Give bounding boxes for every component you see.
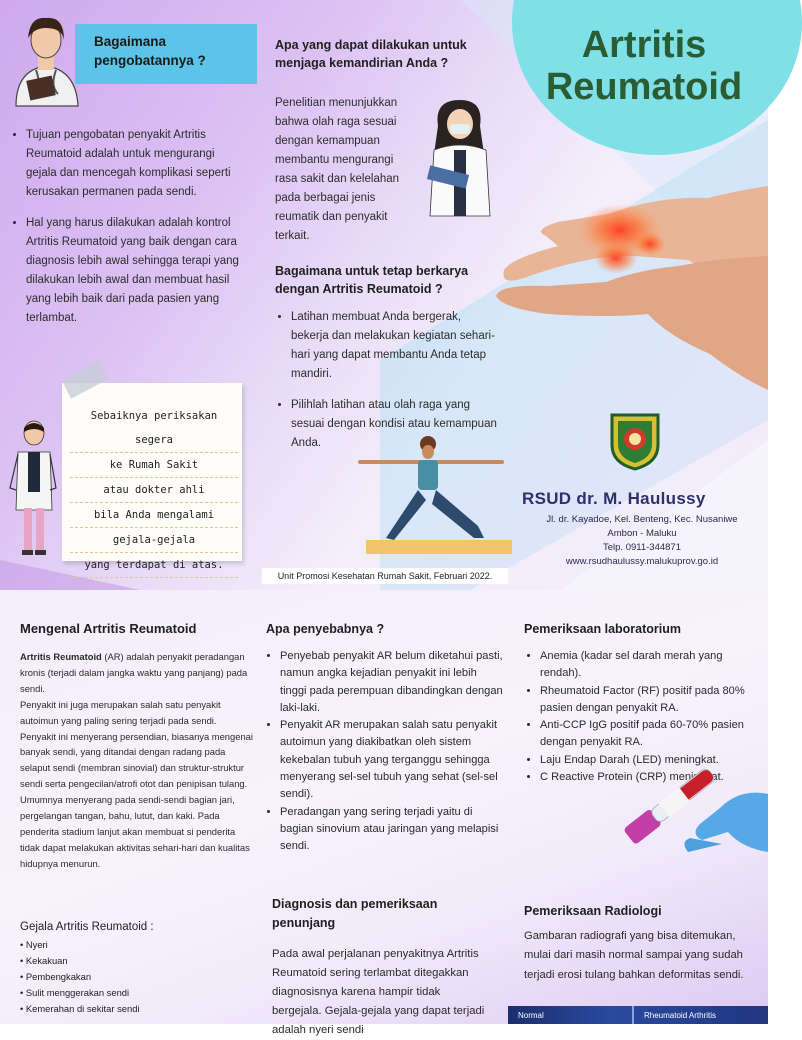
intro-heading: Mengenal Artritis Reumatoid: [20, 621, 197, 636]
cause-bullet-3: • Peradangan yang sering terjadi yaitu di bagian sinovium atau jaringan yang melapisi sendi.: [280, 804, 504, 856]
hospital-address-2: Ambon - Maluku: [607, 528, 677, 539]
work-heading: Bagaimana untuk tetap berkarya dengan Artritis Reumatoid ?: [275, 264, 469, 296]
treatment-list: [8, 126, 246, 340]
lab-bullet-4: • Laju Endap Darah (LED) meningkat.: [540, 752, 754, 769]
xray-divider: [632, 1006, 634, 1024]
lab-bullet-1: • Anemia (kadar sel darah merah yang rendah).: [540, 648, 754, 683]
symptoms-list: [20, 937, 240, 1017]
intro-text: [20, 649, 256, 872]
hospital-address-1: Jl. dr. Kayadoe, Kel. Benteng, Kec. Nusaniwe: [546, 514, 738, 525]
intro-paragraph-3: Penyakit ini menyerang persendian, biasanya mengenai banyak sendi, yang ditandai dengan radang pada selaput sendi (membran sinovial) dan struktur-struktur sendi serta pengecilan/atrofi otot dan penipisan tulang. Umumnya menyerang pada sendi-sendi bagian jari, pergelangan tangan, bahu, lutut, dan kaki. Pada penderita stadium lanjut akan membuat si penderita tidak dapat melakukan aktivitas sehari-hari dan kualitas hidupnya menurun.: [20, 730, 253, 869]
radiology-text: Gambaran radiografi yang bisa ditemukan, mulai dari masih normal sampai yang sudah terjadi erosi tulang bahkan deformitas sendi.: [524, 930, 744, 981]
hospital-logo-icon: [608, 411, 662, 471]
hospital-contact: [520, 513, 764, 569]
work-bullet-1: • Latihan membuat Anda bergerak, bekerja dan melakukan kegiatan sehari-hari yang dapat membantu Anda tetap mandiri.: [291, 308, 498, 384]
treatment-bullet-2: • Hal yang harus dilakukan adalah kontrol Artritis Reumatoid yang baik dengan cara diagnosis lebih awal sehingga terapi yang dilakukan lebih awal dan membuat hasil yang lebih baik dari pada pasien yang terlambat.: [26, 214, 246, 328]
xray-label-ra: Rheumatoid Arthritis: [644, 1011, 717, 1020]
lab-bullet-3: • Anti-CCP IgG positif pada 60-70% pasien dengan penyakit RA.: [540, 717, 754, 752]
hospital-website: www.rsudhaulussy.malukuprov.go.id: [565, 556, 719, 567]
intro-term: Artritis Reumatoid: [20, 651, 102, 662]
cause-bullet-2: • Penyakit AR merupakan salah satu penyakit autoimun yang diakibatkan oleh sistem kekebalan tubuh yang terganggu sehingga menyerang sel-sel tubuh yang sehat (sel-sel sendi).: [280, 717, 504, 803]
symptom-item: • Pembengkakan: [20, 969, 240, 985]
publisher-note: Unit Promosi Kesehatan Rumah Sakit, Februari 2022.: [262, 568, 508, 584]
lab-list: [524, 648, 754, 786]
doctor-figure-icon: [4, 418, 64, 558]
hospital-name: RSUD dr. M. Haulussy: [522, 489, 706, 508]
blood-sample-tube-icon: [630, 778, 768, 886]
hospital-phone: Telp. 0911-344871: [603, 542, 681, 553]
symptom-item: • Sulit menggerakan sendi: [20, 985, 240, 1001]
intro-paragraph-1: [20, 649, 256, 697]
xray-image: [508, 1006, 768, 1024]
title-block: [520, 24, 768, 108]
lab-bullet-2: • Rheumatoid Factor (RF) positif pada 80% pasien dengan penyakit RA.: [540, 683, 754, 718]
symptom-item: • Kekakuan: [20, 953, 240, 969]
xray-label-normal: Normal: [518, 1011, 544, 1020]
radiology-heading: Pemeriksaan Radiologi: [524, 904, 662, 918]
causes-list: [266, 648, 504, 856]
intro-paragraph-2: Penyakit ini juga merupakan salah satu penyakit autoimun yang paling sering terjadi pada sendi.: [20, 698, 221, 726]
brochure-inner-side: [0, 590, 768, 1036]
note-line-4: bila Anda mengalami: [70, 503, 238, 528]
note-line-3: atau dokter ahli: [70, 478, 238, 503]
diagnosis-text: Pada awal perjalanan penyakitnya Artritis Reumatoid sering terlambat ditegakkan diagnosisnya karena hampir tidak bergejala. Gejala-gejala yang dapat terjadi adalah nyeri sendi: [272, 948, 485, 1036]
intro-p1-rest: (AR) adalah penyakit peradangan kronis (terjadi dalam jangka waktu yang panjang) pada sendi.: [20, 651, 248, 694]
doctor-avatar-icon: [6, 8, 86, 106]
work-bullet-2: • Pilihlah latihan atau olah raga yang sesuai dengan kondisi atau kemampuan Anda.: [291, 396, 498, 453]
symptoms-heading: Gejala Artritis Reumatoid :: [20, 921, 154, 933]
treatment-bullet-1: • Tujuan pengobatan penyakit Artritis Reumatoid adalah untuk mengurangi gejala dan mencegah komplikasi seperti kerusakan permanen pada sendi.: [26, 126, 246, 202]
diagnosis-heading: Diagnosis dan pemeriksaan penunjang: [272, 897, 438, 930]
note-line-2: ke Rumah Sakit: [70, 453, 238, 478]
reminder-note-text: [70, 404, 238, 578]
arthritis-hands-image: [488, 186, 768, 390]
treatment-heading: Bagaimana pengobatannya ?: [94, 34, 206, 68]
lab-heading: Pemeriksaan laboratorium: [524, 622, 682, 636]
title-line-2: Reumatoid: [545, 66, 743, 108]
title-line-1: Artritis: [581, 24, 707, 66]
note-line-5: gejala-gejala: [70, 528, 238, 553]
yoga-pose-icon: [356, 434, 512, 558]
lab-bullet-5: • C Reactive Protein (CRP) meningkat.: [540, 769, 754, 786]
causes-heading: Apa penyebabnya ?: [266, 622, 385, 636]
note-line-1: Sebaiknya periksakan segera: [70, 404, 238, 453]
symptom-item: • Kemerahan di sekitar sendi: [20, 1001, 240, 1017]
independence-heading: Apa yang dapat dilakukan untuk menjaga kemandirian Anda ?: [275, 38, 467, 70]
independence-text: Penelitian menunjukkan bahwa olah raga sesuai dengan kemampuan membantu mengurangi rasa sakit dan kelelahan pada berbagai jenis reumatik dan penyakit terkait.: [275, 97, 400, 242]
symptom-item: • Nyeri: [20, 937, 240, 953]
cause-bullet-1: • Penyebab penyakit AR belum diketahui pasti, namun angka kejadian penyakit ini lebih tinggi pada perempuan dibandingkan dengan laki-laki.: [280, 648, 504, 717]
note-line-6: yang terdapat di atas.: [70, 553, 238, 578]
